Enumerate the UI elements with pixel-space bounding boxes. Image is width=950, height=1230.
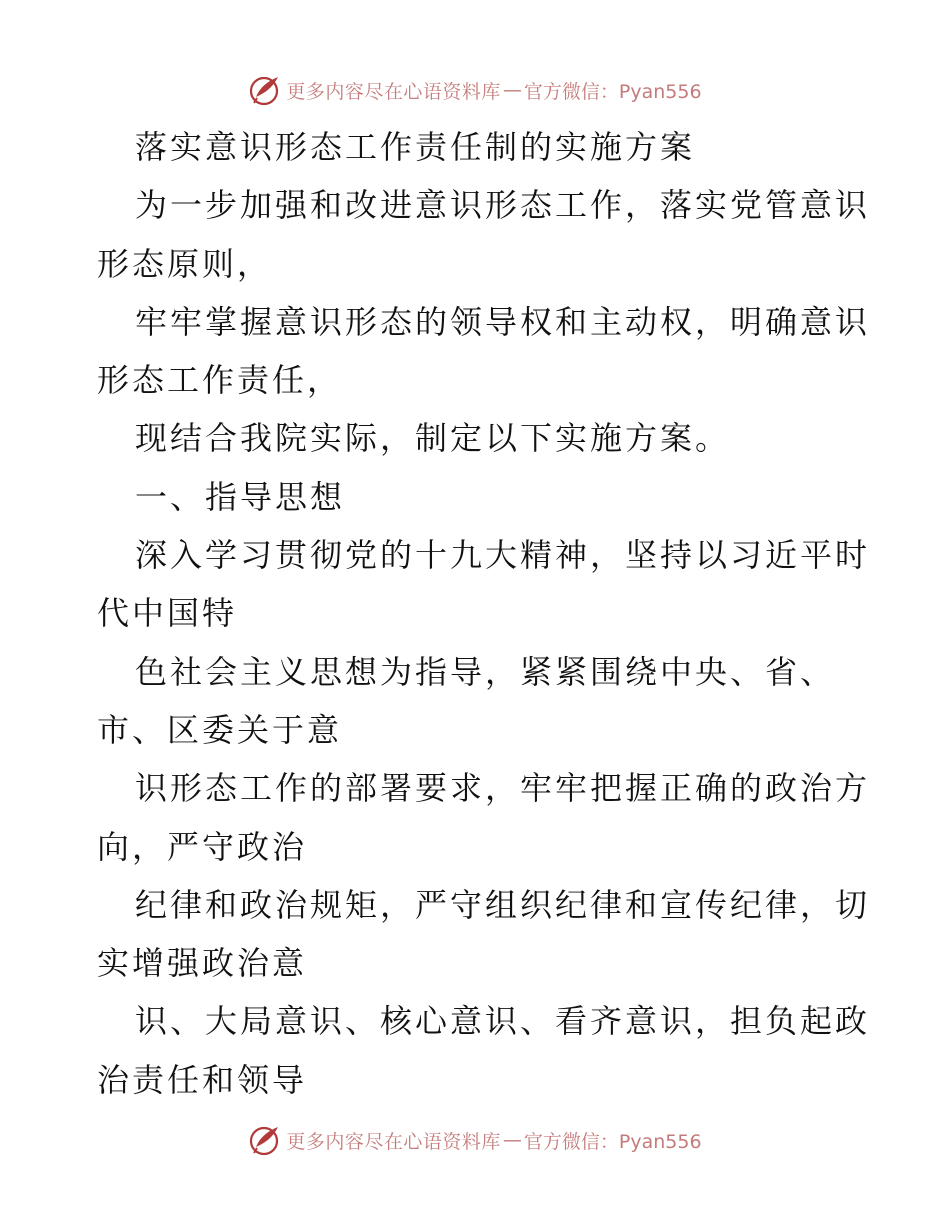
paragraph-line: 识形态工作的部署要求，牢牢把握正确的政治方 (135, 769, 871, 808)
header-watermark (0, 70, 950, 110)
paragraph-line: 牢牢掌握意识形态的领导权和主动权，明确意识 (135, 302, 871, 341)
quill-logo-icon (248, 73, 282, 107)
paragraph-line: 形态原则， (97, 244, 273, 283)
paragraph-line: 治责任和领导 (97, 1060, 308, 1099)
paragraph-line: 纪律和政治规矩，严守组织纪律和宣传纪律，切 (135, 885, 871, 924)
paragraph-line: 现结合我院实际，制定以下实施方案。 (135, 419, 731, 458)
watermark-site-text: 更多内容尽在心语资料库 (286, 1130, 501, 1153)
paragraph-line: 实增强政治意 (97, 944, 308, 983)
document-title: 落实意识形态工作责任制的实施方案 (135, 128, 696, 166)
watermark-separator: — (502, 1129, 522, 1151)
paragraph-line: 向，严守政治 (97, 827, 308, 866)
watermark-site-text: 更多内容尽在心语资料库 (286, 80, 501, 103)
section-heading: 一、指导思想 (135, 477, 346, 516)
watermark-contact-text: 官方微信：Pyan556 (523, 80, 702, 103)
paragraph-line: 为一步加强和改进意识形态工作，落实党管意识 (135, 186, 871, 225)
quill-logo-icon (248, 1123, 282, 1157)
watermark-contact-text: 官方微信：Pyan556 (523, 1130, 702, 1153)
paragraph-line: 识、大局意识、核心意识、看齐意识，担负起政 (135, 1002, 871, 1041)
paragraph-line: 形态工作责任， (97, 361, 343, 400)
footer-watermark (0, 1120, 950, 1160)
paragraph-line: 市、区委关于意 (97, 710, 343, 749)
paragraph-line: 色社会主义思想为指导，紧紧围绕中央、省、 (135, 652, 836, 691)
watermark-separator: — (502, 79, 522, 101)
paragraph-line: 代中国特 (97, 594, 238, 633)
document-body (97, 118, 871, 1109)
paragraph-line: 深入学习贯彻党的十九大精神，坚持以习近平时 (135, 536, 871, 575)
